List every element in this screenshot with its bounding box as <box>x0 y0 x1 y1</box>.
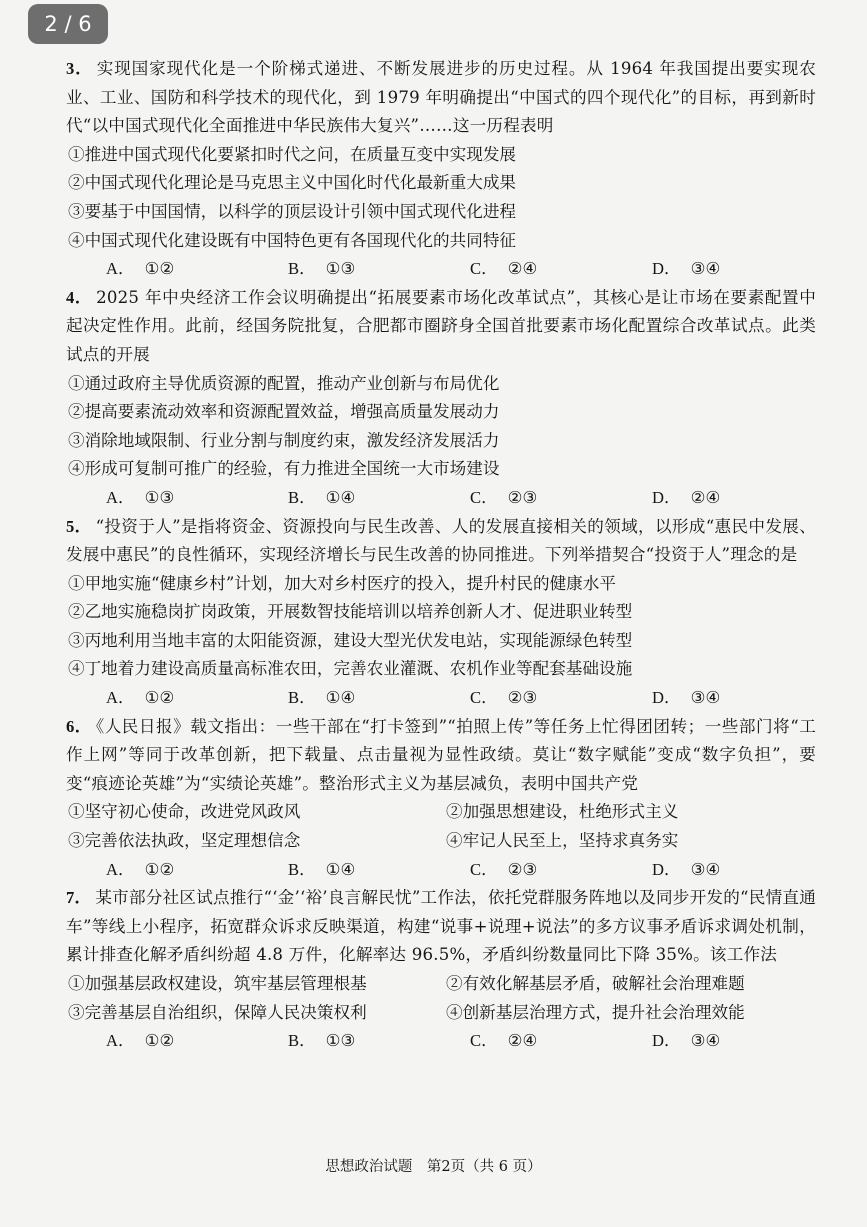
choice-letter: B． <box>288 859 316 879</box>
choice-letter: A． <box>106 259 135 279</box>
choice-d[interactable] <box>652 856 834 885</box>
choice-text: ②③ <box>507 688 538 708</box>
choice-letter: C． <box>470 259 498 279</box>
question-6 <box>66 713 816 885</box>
statement-option: ④牢记人民至上，坚持求真务实 <box>446 831 679 851</box>
statement-option: ③完善依法执政，坚定理想信念 <box>68 831 301 851</box>
choice-text: ①② <box>144 688 175 708</box>
choice-letter: D． <box>652 859 681 879</box>
choice-c[interactable] <box>470 484 652 513</box>
question-stem <box>66 55 816 141</box>
statement-option: ④形成可复制可推广的经验，有力推进全国统一大市场建设 <box>68 459 500 479</box>
question-stem <box>66 884 816 970</box>
choice-letter: A． <box>106 1031 135 1051</box>
statement-option: ①甲地实施“健康乡村”计划，加大对乡村医疗的投入，提升村民的健康水平 <box>68 573 616 593</box>
question-text: 实现国家现代化是一个阶梯式递进、不断发展进步的历史过程。从 1964 年我国提出要实现农业、工业、国防和科学技术的现代化，到 1979 年明确提出“中国式的四个现代化”的目标，再到新时代“以中国式现代化全面推进中华民族伟大复兴”……这一历程表明 <box>66 59 816 136</box>
choice-text: ①② <box>144 259 175 279</box>
choice-c[interactable] <box>470 684 652 713</box>
choice-text: ②④ <box>507 259 538 279</box>
choice-a[interactable] <box>106 684 288 713</box>
question-stem <box>66 284 816 370</box>
question-stem <box>66 713 816 799</box>
statement-option-grid <box>66 970 816 1027</box>
choice-text: ②④ <box>690 487 721 507</box>
exam-content <box>66 55 816 1056</box>
choice-text: ①④ <box>325 688 356 708</box>
statement-option: ①推进中国式现代化要紧扣时代之问，在质量互变中实现发展 <box>68 144 517 164</box>
choice-letter: D． <box>652 1031 681 1051</box>
choice-letter: A． <box>106 688 135 708</box>
choice-letter: B． <box>288 259 316 279</box>
question-number: 4． <box>66 287 93 307</box>
choice-text: ①④ <box>325 859 356 879</box>
choice-a[interactable] <box>106 484 288 513</box>
choice-letter: A． <box>106 859 135 879</box>
statement-option: ②加强思想建设，杜绝形式主义 <box>446 802 679 822</box>
choice-d[interactable] <box>652 684 834 713</box>
question-text: 某市部分社区试点推行“‘金’‘裕’良言解民忧”工作法，依托党群服务阵地以及同步开发的“民情直通车”等线上小程序，拓宽群众诉求反映渠道，构建“说事+说理+说法”的多方议事矛盾诉求调处机制，累计排查化解矛盾纠纷超 4.8 万件，化解率达 96.5%，矛盾纠纷数量同比下降 35%。该工作法 <box>66 888 816 965</box>
choice-text: ③④ <box>690 688 721 708</box>
statement-option: ②提高要素流动效率和资源配置效益，增强高质量发展动力 <box>68 402 500 422</box>
choice-letter: C． <box>470 859 498 879</box>
statement-option: ②有效化解基层矛盾，破解社会治理难题 <box>446 974 745 993</box>
choice-letter: B． <box>288 487 316 507</box>
question-stem <box>66 513 816 570</box>
statement-option: ④丁地着力建设高质量高标准农田，完善农业灌溉、农机作业等配套基础设施 <box>68 659 633 679</box>
choice-letter: C． <box>470 1031 498 1051</box>
choice-text: ③④ <box>690 259 721 279</box>
question-text: “投资于人”是指将资金、资源投向与民生改善、人的发展直接相关的领域，以形成“惠民中发展、发展中惠民”的良性循环，实现经济增长与民生改善的协同推进。下列举措契合“投资于人”理念的是 <box>66 516 816 565</box>
question-7 <box>66 884 816 1056</box>
choice-b[interactable] <box>288 255 470 284</box>
answer-choices <box>66 856 816 885</box>
choice-text: ③④ <box>690 859 721 879</box>
statement-option: ①通过政府主导优质资源的配置，推动产业创新与布局优化 <box>68 373 500 393</box>
choice-letter: B． <box>288 688 316 708</box>
statement-option: ③完善基层自治组织，保障人民决策权利 <box>68 1002 367 1022</box>
statement-option: ②中国式现代化理论是马克思主义中国化时代化最新重大成果 <box>68 173 517 193</box>
choice-a[interactable] <box>106 1027 288 1056</box>
choice-c[interactable] <box>470 856 652 885</box>
choice-b[interactable] <box>288 1027 470 1056</box>
question-number: 7． <box>66 888 92 908</box>
statement-option: ③要基于中国国情，以科学的顶层设计引领中国式现代化进程 <box>68 201 517 221</box>
answer-choices <box>66 1027 816 1056</box>
choice-a[interactable] <box>106 856 288 885</box>
choice-b[interactable] <box>288 856 470 885</box>
choice-d[interactable] <box>652 484 834 513</box>
answer-choices <box>66 255 816 284</box>
choice-letter: B． <box>288 1031 316 1051</box>
choice-a[interactable] <box>106 255 288 284</box>
choice-text: ②③ <box>507 859 538 879</box>
question-4 <box>66 284 816 513</box>
answer-choices <box>66 484 816 513</box>
page-indicator-badge: 2 / 6 <box>28 4 108 44</box>
answer-choices <box>66 684 816 713</box>
choice-d[interactable] <box>652 255 834 284</box>
question-3 <box>66 55 816 284</box>
choice-text: ②④ <box>507 1031 538 1051</box>
statement-option: ①坚守初心使命，改进党风政风 <box>68 802 301 822</box>
choice-letter: A． <box>106 487 135 507</box>
choice-letter: D． <box>652 259 681 279</box>
choice-letter: D． <box>652 487 681 507</box>
choice-text: ①② <box>144 859 175 879</box>
choice-b[interactable] <box>288 484 470 513</box>
choice-text: ①③ <box>325 1031 356 1051</box>
choice-text: ③④ <box>690 1031 721 1051</box>
choice-text: ①③ <box>144 487 175 507</box>
question-text: 2025 年中央经济工作会议明确提出“拓展要素市场化改革试点”，其核心是让市场在要素配置中起决定性作用。此前，经国务院批复，合肥都市圈跻身全国首批要素市场化配置综合改革试点。此类试点的开展 <box>66 287 817 364</box>
choice-c[interactable] <box>470 1027 652 1056</box>
statement-option: ③消除地域限制、行业分割与制度约束，激发经济发展活力 <box>68 430 500 450</box>
choice-letter: C． <box>470 487 498 507</box>
choice-letter: D． <box>652 688 681 708</box>
question-5 <box>66 513 816 713</box>
choice-letter: C． <box>470 688 498 708</box>
statement-option: ④创新基层治理方式，提升社会治理效能 <box>446 1002 745 1022</box>
statement-option: ④中国式现代化建设既有中国特色更有各国现代化的共同特征 <box>68 230 517 250</box>
question-number: 5． <box>66 516 92 536</box>
choice-text: ①③ <box>325 259 356 279</box>
choice-d[interactable] <box>652 1027 834 1056</box>
statement-option: ②乙地实施稳岗扩岗政策，开展数智技能培训以培养创新人才、促进职业转型 <box>68 602 633 622</box>
statement-option: ①加强基层政权建设，筑牢基层管理根基 <box>68 974 367 993</box>
statement-option: ③丙地利用当地丰富的太阳能资源，建设大型光伏发电站，实现能源绿色转型 <box>68 630 633 650</box>
question-number: 6． <box>66 716 92 736</box>
choice-b[interactable] <box>288 684 470 713</box>
choice-c[interactable] <box>470 255 652 284</box>
question-number: 3． <box>66 59 93 78</box>
page-footer: 思想政治试题 第2页（共 6 页） <box>325 1159 542 1175</box>
question-text: 《人民日报》载文指出：一些干部在“打卡签到”“拍照上传”等任务上忙得团团转；一些部门将“工作上网”等同于改革创新，把下载量、点击量视为显性政绩。莫让“数字赋能”变成“数字负担”，要变“痕迹论英雄”为“实绩论英雄”。整治形式主义为基层减负，表明中国共产党 <box>66 716 816 793</box>
choice-text: ①② <box>144 1031 175 1051</box>
statement-option-grid <box>66 798 816 855</box>
choice-text: ②③ <box>507 487 538 507</box>
choice-text: ①④ <box>325 487 356 507</box>
